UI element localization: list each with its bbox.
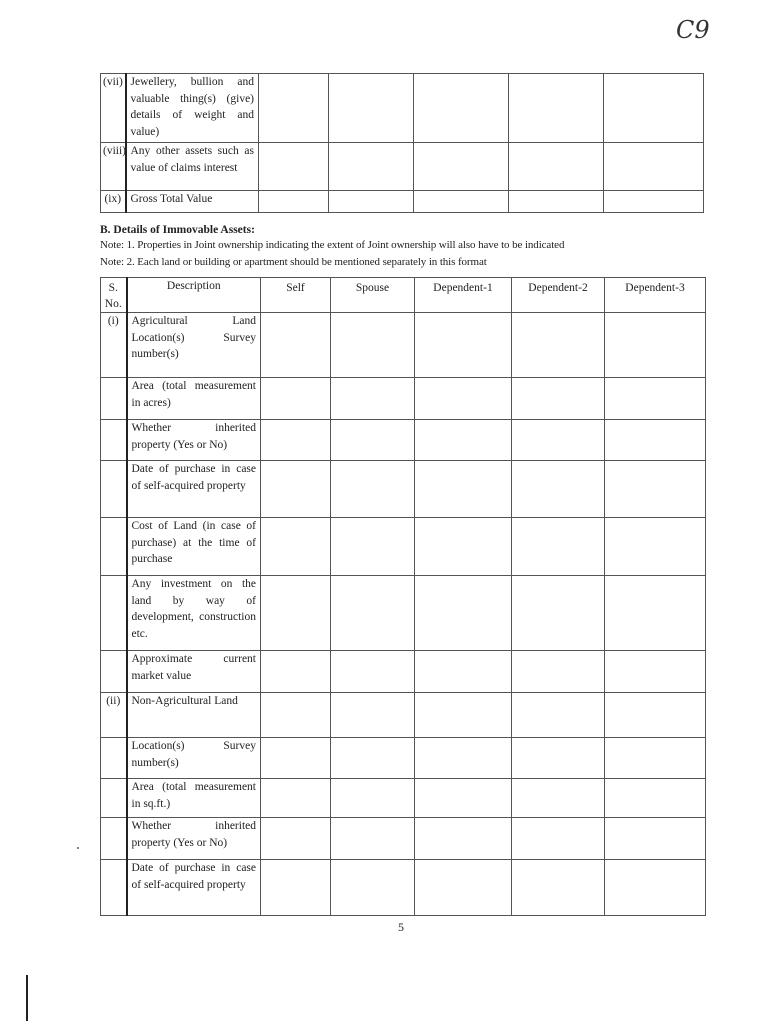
self-cell[interactable] [261, 738, 331, 779]
row-description: Jewellery, bullion and valuable thing(s) (give) details of weight and value) [126, 74, 259, 143]
row-serial-number: (vii) [101, 74, 126, 143]
dependent-3-cell[interactable] [605, 313, 706, 378]
dependent-3-cell[interactable] [605, 860, 706, 916]
spouse-cell[interactable] [331, 779, 415, 818]
self-cell[interactable] [261, 518, 331, 576]
row-description: Date of purchase in case of self-acquired property [127, 461, 261, 518]
row-description: Whether inherited property (Yes or No) [127, 420, 261, 461]
row-description: Location(s) Survey number(s) [127, 738, 261, 779]
table-row [101, 860, 706, 916]
header-spouse: Spouse [331, 278, 415, 313]
dependent-1-cell[interactable] [414, 74, 509, 143]
dependent-2-cell[interactable] [512, 313, 605, 378]
header-description: Description [127, 278, 261, 313]
dependent-2-cell[interactable] [512, 420, 605, 461]
row-serial-number [101, 779, 127, 818]
immovable-assets-table [100, 277, 706, 916]
spouse-cell[interactable] [331, 518, 415, 576]
row-description: Non-Agricultural Land [127, 693, 261, 738]
dependent-3-cell[interactable] [605, 738, 706, 779]
table-row [101, 651, 706, 693]
table-row [101, 518, 706, 576]
table-row [101, 693, 706, 738]
dependent-1-cell[interactable] [415, 378, 512, 420]
movable-assets-table-continued [100, 73, 704, 213]
spouse-cell[interactable] [331, 378, 415, 420]
table-row [101, 420, 706, 461]
dependent-2-cell[interactable] [512, 651, 605, 693]
spouse-cell[interactable] [331, 420, 415, 461]
dependent-3-cell[interactable] [605, 461, 706, 518]
note-1: Note: 1. Properties in Joint ownership indicating the extent of Joint ownership will also have to be indicated [100, 239, 565, 251]
self-cell[interactable] [261, 576, 331, 651]
self-cell[interactable] [261, 420, 331, 461]
row-serial-number [101, 576, 127, 651]
self-cell[interactable] [261, 313, 331, 378]
spouse-cell[interactable] [331, 818, 415, 860]
table-row [101, 738, 706, 779]
dependent-3-cell[interactable] [604, 191, 704, 213]
self-cell[interactable] [261, 651, 331, 693]
dependent-3-cell[interactable] [605, 518, 706, 576]
row-description: Date of purchase in case of self-acquired property [127, 860, 261, 916]
row-serial-number [101, 818, 127, 860]
row-serial-number: (ix) [101, 191, 126, 213]
dependent-3-cell[interactable] [605, 651, 706, 693]
table-row [101, 74, 704, 143]
dependent-3-cell[interactable] [605, 420, 706, 461]
header-serial-number: S. No. [101, 278, 127, 313]
dependent-3-cell[interactable] [605, 693, 706, 738]
header-row [101, 278, 706, 313]
dependent-1-cell[interactable] [415, 461, 512, 518]
section-title: B. Details of Immovable Assets: [100, 224, 255, 236]
dependent-1-cell[interactable] [415, 818, 512, 860]
dependent-3-cell[interactable] [605, 779, 706, 818]
self-cell[interactable] [259, 191, 329, 213]
dependent-1-cell[interactable] [415, 693, 512, 738]
row-serial-number [101, 651, 127, 693]
table-row [101, 461, 706, 518]
spouse-cell[interactable] [329, 74, 414, 143]
dependent-1-cell[interactable] [415, 313, 512, 378]
header-dependent-2: Dependent-2 [512, 278, 605, 313]
header-dependent-1: Dependent-1 [415, 278, 512, 313]
row-serial-number: (i) [101, 313, 127, 378]
self-cell[interactable] [259, 74, 329, 143]
dependent-1-cell[interactable] [415, 779, 512, 818]
dependent-1-cell[interactable] [415, 860, 512, 916]
dependent-2-cell[interactable] [512, 518, 605, 576]
self-cell[interactable] [261, 860, 331, 916]
row-serial-number [101, 738, 127, 779]
row-description: Whether inherited property (Yes or No) [127, 818, 261, 860]
dependent-1-cell[interactable] [415, 738, 512, 779]
spouse-cell[interactable] [329, 143, 414, 191]
table-row [101, 143, 704, 191]
spouse-cell[interactable] [331, 693, 415, 738]
row-serial-number [101, 461, 127, 518]
table-row [101, 818, 706, 860]
row-serial-number [101, 860, 127, 916]
spouse-cell[interactable] [331, 576, 415, 651]
self-cell[interactable] [261, 693, 331, 738]
header-dependent-3: Dependent-3 [605, 278, 706, 313]
row-serial-number [101, 420, 127, 461]
table-row [101, 779, 706, 818]
dependent-1-cell[interactable] [414, 191, 509, 213]
row-description: Any other assets such as value of claims interest [126, 143, 259, 191]
scan-speck [77, 847, 79, 849]
dependent-2-cell[interactable] [512, 461, 605, 518]
row-description: Area (total measurement in acres) [127, 378, 261, 420]
self-cell[interactable] [261, 461, 331, 518]
row-serial-number: (ii) [101, 693, 127, 738]
self-cell[interactable] [261, 779, 331, 818]
dependent-1-cell[interactable] [415, 420, 512, 461]
dependent-1-cell[interactable] [414, 143, 509, 191]
dependent-2-cell[interactable] [509, 191, 604, 213]
dependent-2-cell[interactable] [512, 693, 605, 738]
dependent-3-cell[interactable] [605, 576, 706, 651]
dependent-2-cell[interactable] [512, 818, 605, 860]
row-description: Cost of Land (in case of purchase) at the time of purchase [127, 518, 261, 576]
dependent-3-cell[interactable] [605, 378, 706, 420]
row-description: Gross Total Value [126, 191, 259, 213]
dependent-3-cell[interactable] [604, 143, 704, 191]
dependent-3-cell[interactable] [604, 74, 704, 143]
spouse-cell[interactable] [331, 461, 415, 518]
row-serial-number [101, 518, 127, 576]
dependent-2-cell[interactable] [512, 738, 605, 779]
row-description: Any investment on the land by way of development, construction etc. [127, 576, 261, 651]
row-description: Approximate current market value [127, 651, 261, 693]
row-serial-number: (viii) [101, 143, 126, 191]
page-number: 5 [398, 920, 404, 934]
spouse-cell[interactable] [331, 860, 415, 916]
spouse-cell[interactable] [331, 738, 415, 779]
dependent-2-cell[interactable] [512, 779, 605, 818]
dependent-1-cell[interactable] [415, 651, 512, 693]
dependent-2-cell[interactable] [512, 860, 605, 916]
dependent-3-cell[interactable] [605, 818, 706, 860]
spouse-cell[interactable] [331, 313, 415, 378]
dependent-2-cell[interactable] [509, 143, 604, 191]
dependent-2-cell[interactable] [509, 74, 604, 143]
table-row [101, 191, 704, 213]
row-serial-number [101, 378, 127, 420]
dependent-2-cell[interactable] [512, 378, 605, 420]
note-2: Note: 2. Each land or building or apartment should be mentioned separately in this format [100, 256, 487, 268]
dependent-2-cell[interactable] [512, 576, 605, 651]
dependent-1-cell[interactable] [415, 518, 512, 576]
table-row [101, 576, 706, 651]
self-cell[interactable] [261, 378, 331, 420]
handwritten-page-mark: C9 [676, 16, 710, 44]
self-cell[interactable] [259, 143, 329, 191]
dependent-1-cell[interactable] [415, 576, 512, 651]
self-cell[interactable] [261, 818, 331, 860]
header-self: Self [261, 278, 331, 313]
table-row [101, 378, 706, 420]
spouse-cell[interactable] [331, 651, 415, 693]
margin-line [26, 975, 28, 1021]
row-description: Agricultural Land Location(s) Survey number(s) [127, 313, 261, 378]
row-description: Area (total measurement in sq.ft.) [127, 779, 261, 818]
table-row [101, 313, 706, 378]
spouse-cell[interactable] [329, 191, 414, 213]
